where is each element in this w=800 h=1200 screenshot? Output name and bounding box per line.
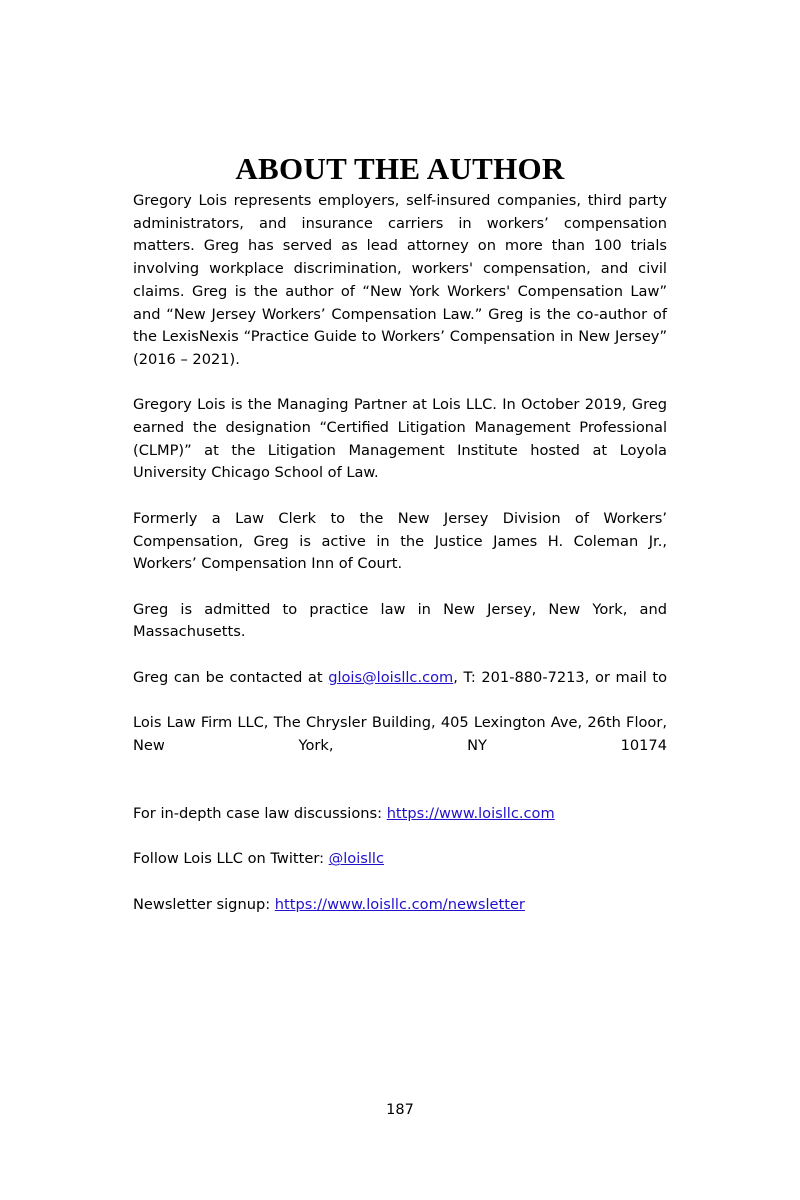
paragraph-contact — [133, 667, 667, 781]
contact-address-line: Lois Law Firm LLC, The Chrysler Building, 405 Lexington Ave, 26th Floor, New York, NY 10174 — [133, 714, 667, 754]
paragraph-website — [133, 803, 667, 826]
paragraph-managing-partner: Gregory Lois is the Managing Partner at Lois LLC. In October 2019, Greg earned the designation “Certified Litigation Management Professional (CLMP)” at the Litigation Management Institute hosted at Loyola University Chicago School of Law. — [133, 396, 667, 482]
contact-phone-text: , T: 201-880-7213, or mail to — [453, 668, 667, 686]
paragraph-newsletter — [133, 894, 667, 917]
website-link[interactable]: https://www.loisllc.com — [386, 804, 555, 822]
contact-line — [133, 667, 667, 712]
page-number: 187 — [386, 1102, 414, 1118]
document-body — [133, 190, 667, 916]
paragraph-bar-admissions: Greg is admitted to practice law in New Jersey, New York, and Massachusetts. — [133, 600, 667, 641]
page-title: ABOUT THE AUTHOR — [235, 150, 565, 186]
paragraph-law-clerk: Formerly a Law Clerk to the New Jersey Division of Workers’ Compensation, Greg is active in the Justice James H. Coleman Jr., Workers’ Compensation Inn of Court. — [133, 509, 667, 573]
newsletter-label: Newsletter signup: — [133, 895, 275, 913]
paragraph-twitter — [133, 848, 667, 871]
newsletter-link[interactable]: https://www.loisllc.com/newsletter — [274, 895, 525, 913]
twitter-label: Follow Lois LLC on Twitter: — [133, 850, 329, 868]
website-label: For in-depth case law discussions: — [133, 804, 387, 822]
contact-intro-text: Greg can be contacted at — [133, 668, 329, 686]
paragraph-biography: Gregory Lois represents employers, self-insured companies, third party administrators, and insurance carriers in workers’ compensation matters. Greg has served as lead attorney on more than 100 trials involving workplace discrimination, workers' compensation, and civil claims. Greg is the author of “New York Workers' Compensation Law” and “New Jersey Workers’ Compensation Law.” Greg is the co-author of the LexisNexis “Practice Guide to Workers’ Compensation in New Jersey” (2016 – 2021). — [133, 192, 667, 368]
email-link[interactable]: glois@loisllc.com — [328, 668, 454, 686]
twitter-link[interactable]: @loisllc — [328, 850, 385, 868]
